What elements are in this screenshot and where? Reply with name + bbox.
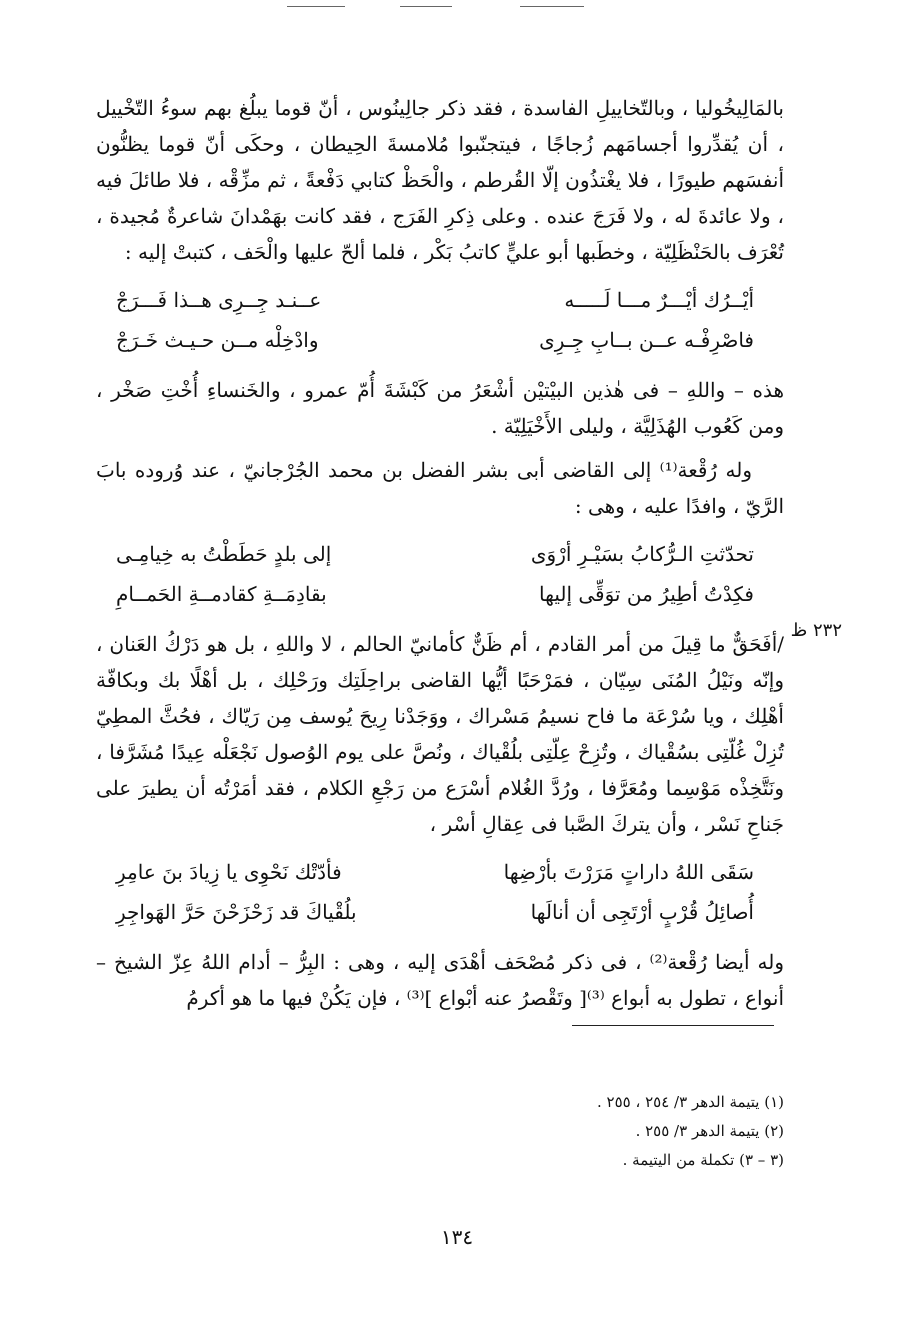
poem-verse bbox=[96, 280, 784, 320]
verse-hemistich-first: فكِدْتُ أطِيرُ من توَقِّى إليها bbox=[539, 582, 754, 606]
verse-hemistich-first: سَقَى اللهُ داراتٍ مَرَرْتَ بأرْضِها bbox=[503, 860, 754, 884]
top-rule-middle bbox=[400, 6, 452, 7]
verse-hemistich-first: فاصْرِفْـه عــن بــابِ جِـرِى bbox=[539, 328, 754, 352]
footnote-item: (٢) يتيمة الدهر ٣/ ٢٥٥ . bbox=[635, 1122, 784, 1140]
poem-arwa bbox=[96, 534, 784, 614]
verse-hemistich-second: فأدّتْك نَحْوِى يا زِيادَ بنَ عامِرِ bbox=[116, 860, 342, 884]
paragraph-ruqa-2: وله أيضا رُقْعة⁽²⁾ ، فى ذكر مُصْحَف أهْدَى إليه ، وهى : البِرُّ – أدام اللهُ عِزّ الشيخ – أنواع ، تطول به أبواع ⁽³⁾[ وتَقْصرُ عنه أبْواع ]⁽³⁾ ، فإن يَكُنْ فيها ما هو أكرمُ bbox=[96, 950, 784, 1010]
poem-ziyad bbox=[96, 852, 784, 932]
verse-hemistich-first: أيْــرُك أيْـــرٌ مـــا لَـــــه bbox=[564, 288, 754, 312]
verse-hemistich-second: وادْخِلْه مــن حـيـث خَـرَجْ bbox=[116, 328, 319, 352]
footnote-separator bbox=[572, 1025, 774, 1026]
poem-verse bbox=[96, 892, 784, 932]
top-rule-right bbox=[520, 6, 584, 7]
page-number: ١٣٤ bbox=[440, 1225, 474, 1249]
verse-hemistich-first: تحدّثتِ الـرُّكابُ بسَيْـرِ أرْوَى bbox=[530, 542, 754, 566]
paragraph-letter: /أفَحَقٌّ ما قِيلَ من أمر القادم ، أم ظَنٌّ كأمانيّ الحالم ، لا واللهِ ، بل هو دَرْكُ العَنان ، وإنّه ونَيْلُ المُنَى سِيّان ، فمَرْحَبًا أيُّها القاضى براحِلَتِك ورَحْلِك ، بل أهْلًا بك وبكافّة أهْلِك ، ويا سُرْعَة ما فاح نسيمُ مَسْراك ، ووَجَدْنا رِيحَ يُوسف مِن رَيّاك ، فحُثَّ المطِيّ تُزِلْ غُلّتِى بسُقْياك ، وتُزِحْ عِلّتِى بلُقْياك ، ونُصَّ على يوم الوُصول نَجْعَلْه عِيدًا مُشَرَّفا ، ونَتَّخِذْه مَوْسِما ومُعَرَّفا ، ورُدَّ الغُلام أسْرَع من رَجْعِ الكلام ، فقد أمَرْتُه أن يطيرَ على جَناحِ نَسْر ، وأن يتركَ الصَّبا فى عِقالِ أسْر ، bbox=[96, 632, 784, 836]
poem-verse bbox=[96, 574, 784, 614]
manuscript-folio-marker: ٢٣٢ ظ bbox=[790, 620, 842, 641]
verse-hemistich-second: عــنـد جِــرِى هــذا فَـــرَجْ bbox=[116, 288, 322, 312]
verse-hemistich-second: إلى بلدٍ حَطَطْتُ به خِيامِـى bbox=[116, 542, 332, 566]
poem-hazaj bbox=[96, 280, 784, 360]
page-body bbox=[96, 90, 784, 1016]
footnote-item: (١) يتيمة الدهر ٣/ ٢٥٤ ، ٢٥٥ . bbox=[597, 1093, 784, 1111]
verse-hemistich-second: بقادِمَــةِ كقادمــةِ الحَمــامِ bbox=[116, 582, 327, 606]
paragraph-comment: هذه – واللهِ – فى هٰذين البيْتيْن أشْعَرُ من كَبْشَةَ أُمّ عمرو ، والخَنساءِ أُخْتِ صَخْر ، ومن كَعُوب الهُذَلِيَّة ، وليلى الأَخْيَلِيّة . bbox=[96, 378, 784, 438]
footnotes bbox=[597, 1088, 784, 1175]
poem-verse bbox=[96, 320, 784, 360]
poem-verse bbox=[96, 852, 784, 892]
verse-hemistich-second: بلُقْياكَ قد زَحْزَحْنَ حَرَّ الهَواجِرِ bbox=[116, 900, 357, 924]
verse-hemistich-first: أُصائِلُ قُرْبٍ أرْتَجِى أن أنالَها bbox=[530, 900, 754, 924]
paragraph-ruqa-1: وله رُقْعة⁽¹⁾ إلى القاضى أبى بشر الفضل بن محمد الجُرْجانيّ ، عند وُروده بابَ الرَّيّ ، وافدًا عليه ، وهى : bbox=[96, 458, 784, 518]
footnote-item: (٣ – ٣) تكملة من اليتيمة . bbox=[622, 1151, 784, 1169]
poem-verse bbox=[96, 534, 784, 574]
paragraph-opening: بالمَالِيخُوليا ، وبالتّخاييلِ الفاسدة ، فقد ذكر جالِينُوس ، أنّ قوما يبلُغ بهم سوءُ التّخْييل ، أن يُقدِّروا أجسامَهم زُجاجًا ، فيتجنّبوا مُلامسةَ الحِيطان ، وحكَى أنّ قوما يظنُّون أنفسَهم طيورًا ، فلا يغْتذُون إلّا القُرطم ، والْحَظْ كتابي دَفْعةً ، ثم مزِّقْه ، فلا طائلَ فيه ، ولا عائدةَ له ، ولا فَرَجَ عنده . وعلى ذِكرِ الفَرَج ، فقد كانت بهَمْدانَ شاعرةٌ مُجيدة ، تُعْرَف بالحَنْظَلِيّة ، وخطَبها أبو عليٍّ كاتبُ بَكْر ، فلما ألحّ عليها والْحَف ، كتبتْ إليه : bbox=[96, 96, 784, 264]
top-rule-left bbox=[287, 6, 345, 7]
